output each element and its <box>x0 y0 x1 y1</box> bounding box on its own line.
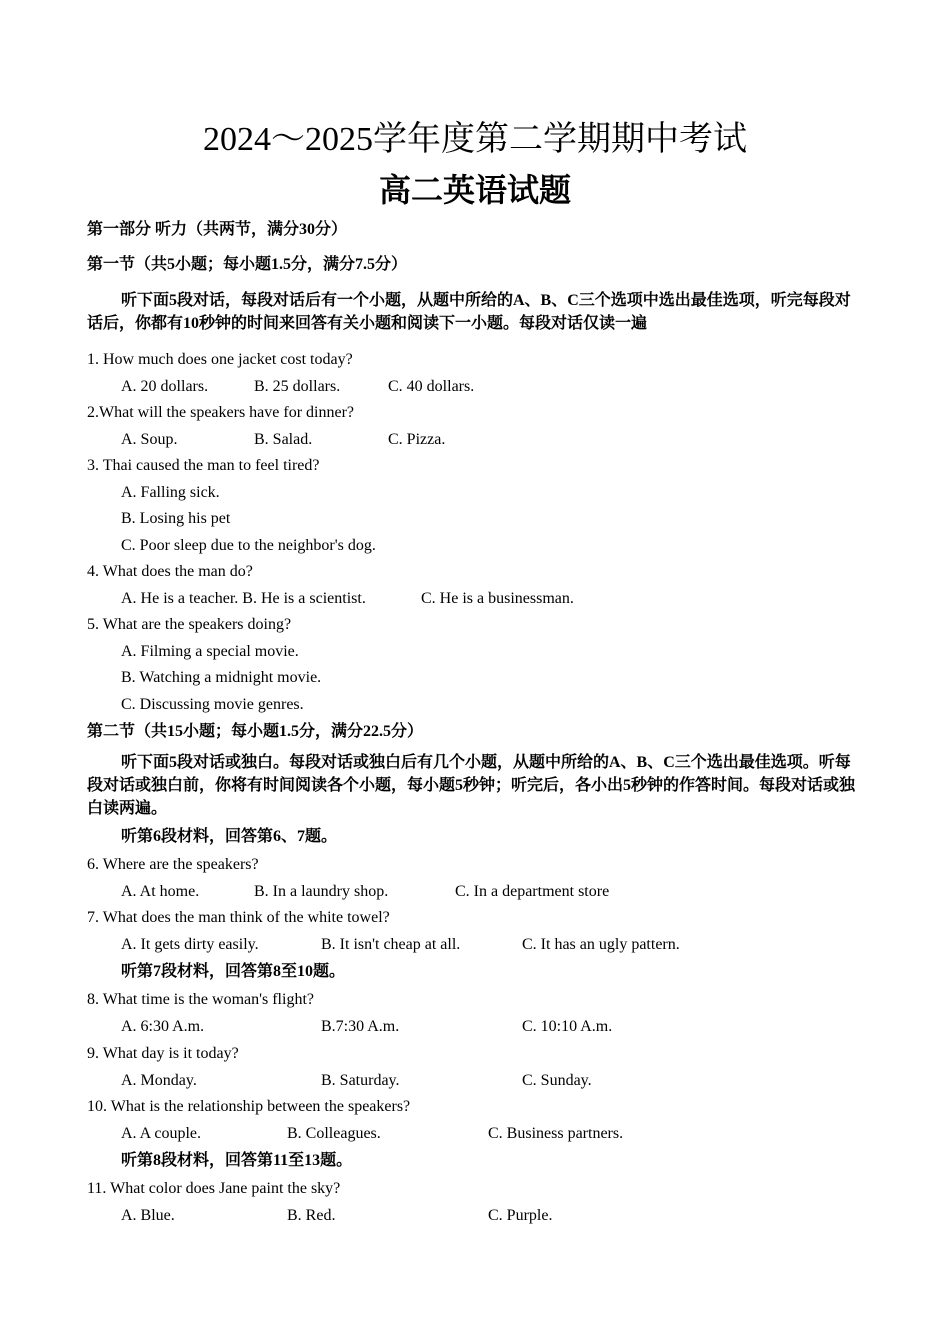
q2-option-c: C. Pizza. <box>388 431 446 448</box>
q4-option-ab: A. He is a teacher. B. He is a scientist. <box>121 590 366 607</box>
question-8: 8. What time is the woman's flight? <box>87 991 314 1008</box>
material-6-instruction: 听第6段材料，回答第6、7题。 <box>121 828 338 845</box>
q1-option-c: C. 40 dollars. <box>388 378 475 395</box>
q10-option-b: B. Colleagues. <box>287 1125 381 1142</box>
q6-option-a: A. At home. <box>121 883 200 900</box>
question-9: 9. What day is it today? <box>87 1045 239 1062</box>
exam-subtitle: 高二英语试题 <box>378 172 571 208</box>
q8-option-c: C. 10:10 A.m. <box>522 1018 613 1035</box>
question-2: 2.What will the speakers have for dinner? <box>87 404 355 421</box>
q3-option-b: B. Losing his pet <box>121 510 231 527</box>
q2-option-b: B. Salad. <box>254 431 313 448</box>
q6-option-c: C. In a department store <box>455 883 610 900</box>
question-7: 7. What does the man think of the white towel? <box>87 909 390 926</box>
question-6: 6. Where are the speakers? <box>87 856 259 873</box>
question-5: 5. What are the speakers doing? <box>87 616 292 633</box>
question-10: 10. What is the relationship between the speakers? <box>87 1098 411 1115</box>
q9-option-c: C. Sunday. <box>522 1072 592 1089</box>
q9-option-a: A. Monday. <box>121 1072 197 1089</box>
q5-option-c: C. Discussing movie genres. <box>121 696 304 713</box>
q7-option-b: B. It isn't cheap at all. <box>321 936 461 953</box>
section2-heading: 第二节（共15小题；每小题1.5分，满分22.5分） <box>87 723 424 740</box>
q10-option-a: A. A couple. <box>121 1125 201 1142</box>
q5-option-b: B. Watching a midnight movie. <box>121 669 322 686</box>
q7-option-a: A. It gets dirty easily. <box>121 936 259 953</box>
q9-option-b: B. Saturday. <box>321 1072 400 1089</box>
q1-option-b: B. 25 dollars. <box>254 378 341 395</box>
q11-option-c: C. Purple. <box>488 1207 553 1224</box>
q7-option-c: C. It has an ugly pattern. <box>522 936 680 953</box>
material-8-instruction: 听第8段材料，回答第11至13题。 <box>121 1152 353 1169</box>
q6-option-b: B. In a laundry shop. <box>254 883 389 900</box>
q11-option-b: B. Red. <box>287 1207 336 1224</box>
q4-option-c: C. He is a businessman. <box>421 590 574 607</box>
q1-option-a: A. 20 dollars. <box>121 378 209 395</box>
question-11: 11. What color does Jane paint the sky? <box>87 1180 341 1197</box>
q5-option-a: A. Filming a special movie. <box>121 643 299 660</box>
q8-option-b: B.7:30 A.m. <box>321 1018 400 1035</box>
q2-option-a: A. Soup. <box>121 431 178 448</box>
q11-option-a: A. Blue. <box>121 1207 175 1224</box>
part1-heading: 第一部分 听力（共两节，满分30分） <box>87 221 348 238</box>
q8-option-a: A. 6:30 A.m. <box>121 1018 205 1035</box>
question-4: 4. What does the man do? <box>87 563 253 580</box>
section1-heading: 第一节（共5小题；每小题1.5分，满分7.5分） <box>87 256 408 273</box>
q3-option-a: A. Falling sick. <box>121 484 220 501</box>
q10-option-c: C. Business partners. <box>488 1125 624 1142</box>
material-7-instruction: 听第7段材料，回答第8至10题。 <box>121 963 346 980</box>
question-3: 3. Thai caused the man to feel tired? <box>87 457 320 474</box>
question-1: 1. How much does one jacket cost today? <box>87 351 353 368</box>
q3-option-c: C. Poor sleep due to the neighbor's dog. <box>121 537 376 554</box>
section1-instructions: 听下面5段对话，每段对话后有一个小题，从题中所给的A、B、C三个选项中选出最佳选项，听完每段对话后，你都有10秒钟的时间来回答有关小题和阅读下一小题。每段对话仅读一遍 <box>87 292 851 332</box>
section2-instructions: 听下面5段对话或独白。每段对话或独白后有几个小题，从题中所给的A、B、C三个选出最佳选项。听每段对话或独白前，你将有时间阅读各个小题，每小题5秒钟；听完后，各小出5秒钟的作答时间。每段对话或独白读两遍。 <box>87 754 856 817</box>
exam-title: 2024～2025学年度第二学期期中考试 <box>203 121 747 158</box>
